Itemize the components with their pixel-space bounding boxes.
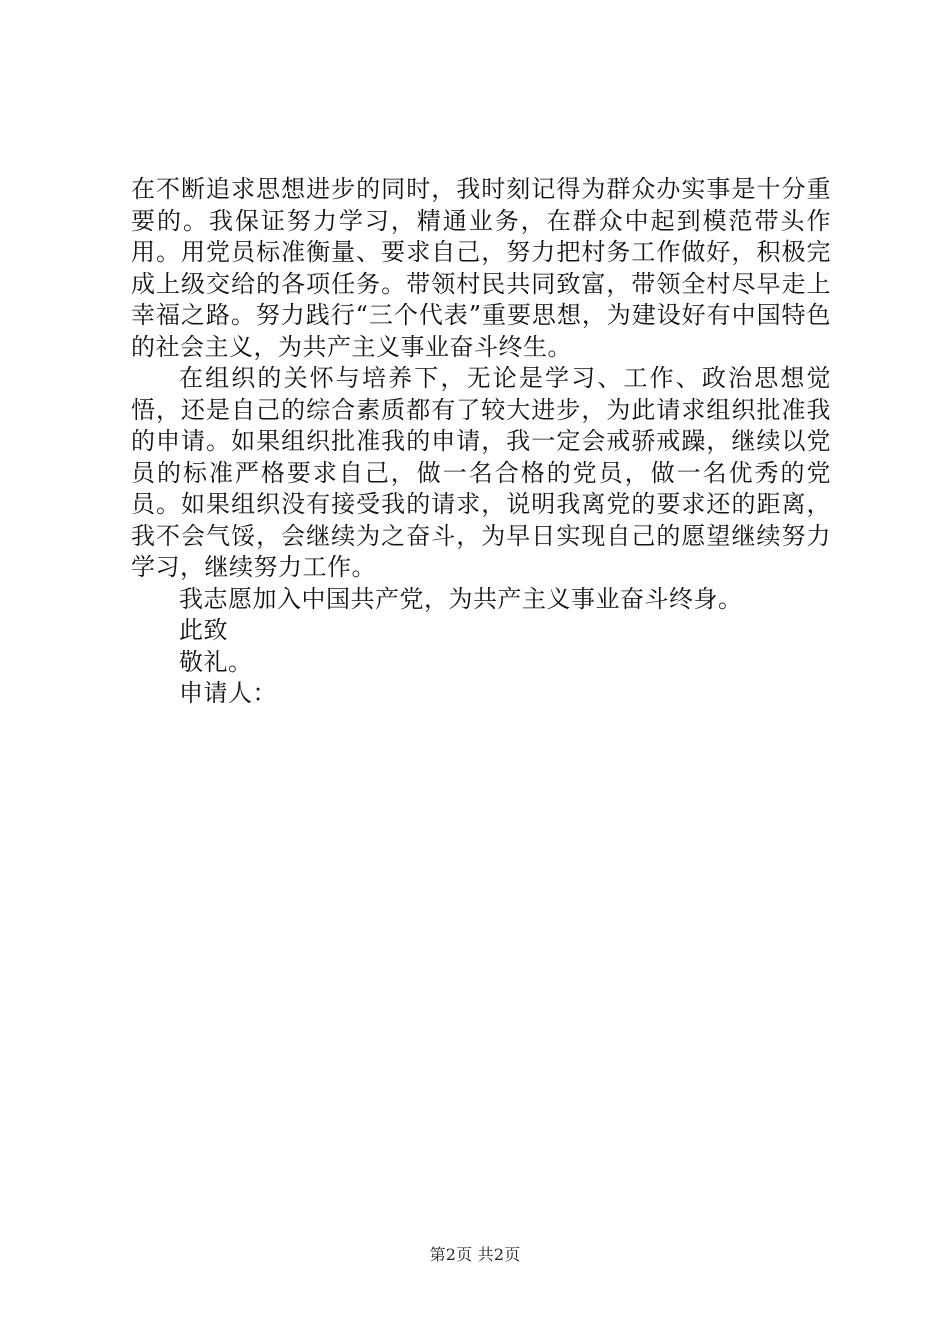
closing-line: 此致 xyxy=(179,616,228,644)
applicant-signature-line: 申请人： xyxy=(179,679,277,707)
document-body xyxy=(131,174,831,710)
page-number-indicator: 第2页 共2页 xyxy=(429,1245,521,1264)
page-footer xyxy=(0,1242,950,1265)
salute-line: 敬礼。 xyxy=(179,647,253,676)
paragraph-commitment: 在不断追求思想进步的同时，我时刻记得为群众办实事是十分重要的。我保证努力学习，精通业务，在群众中起到模范带头作用。用党员标准衡量、要求自己，努力把村务工作做好，积极完成上级交给的各项任务。带领村民共同致富，带领全村尽早走上幸福之路。努力践行“三个代表”重要思想，为建设好有中国特色的社会主义，为共产主义事业奋斗终生。 xyxy=(131,175,831,361)
paragraph-request: 在组织的关怀与培养下，无论是学习、工作、政治思想觉悟，还是自己的综合素质都有了较大进步，为此请求组织批准我的申请。如果组织批准我的申请，我一定会戒骄戒躁，继续以党员的标准严格要求自己，做一名合格的党员，做一名优秀的党员。如果组织没有接受我的请求，说明我离党的要求还的距离，我不会气馁，会继续为之奋斗，为早日实现自己的愿望继续努力学习，继续努力工作。 xyxy=(131,364,831,581)
paragraph-pledge: 我志愿加入中国共产党，为共产主义事业奋斗终身。 xyxy=(179,584,743,613)
